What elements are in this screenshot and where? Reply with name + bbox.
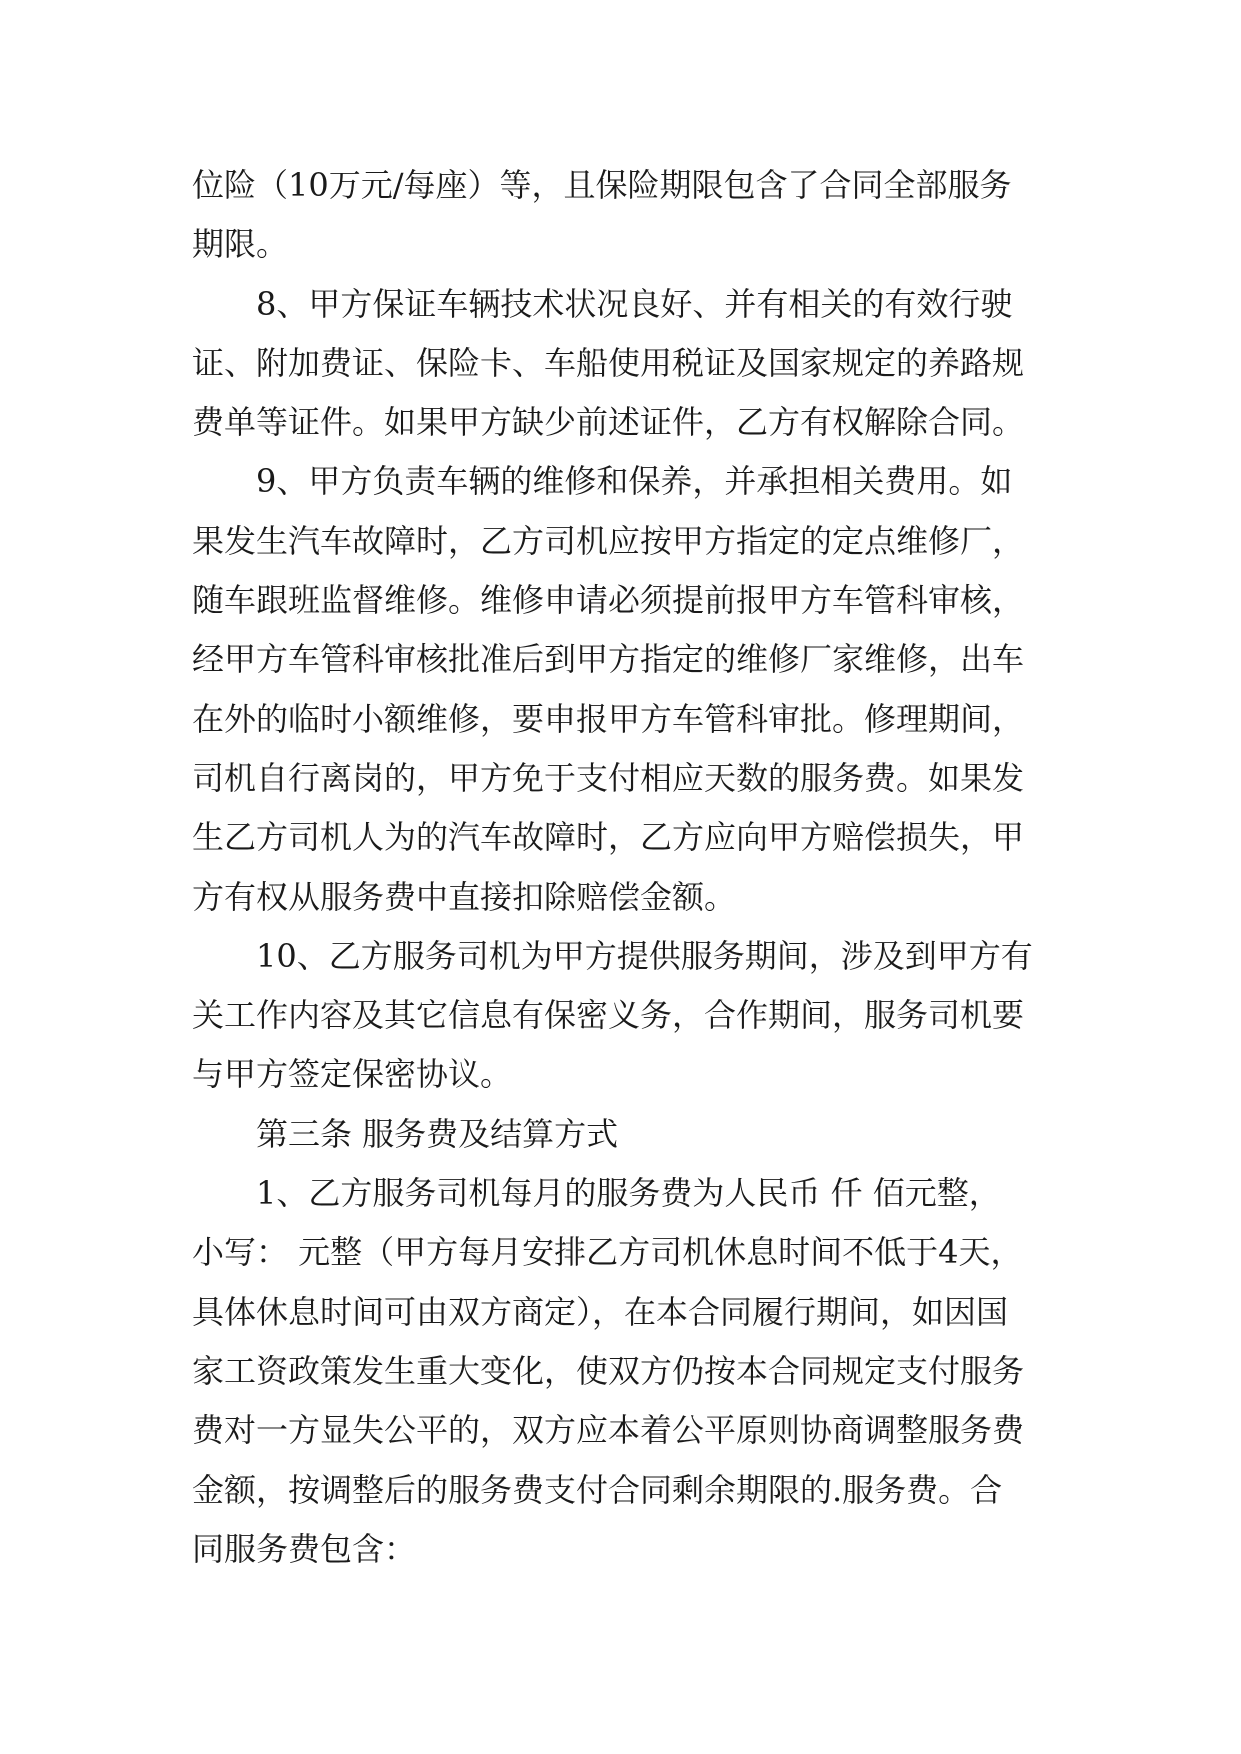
text-line: 果发生汽车故障时，乙方司机应按甲方指定的定点维修厂， [192, 521, 1025, 560]
text-line: 期限。 [192, 225, 289, 264]
text-line: 生乙方司机人为的汽车故障时，乙方应向甲方赔偿损失，甲 [192, 818, 1025, 857]
text-line: 经甲方车管科审核批准后到甲方指定的维修厂家维修，出车 [192, 640, 1025, 679]
text-line: 费单等证件。如果甲方缺少前述证件，乙方有权解除合同。 [192, 403, 1025, 442]
contract-body-text [192, 156, 1072, 1579]
text-line: 与甲方签定保密协议。 [192, 1055, 513, 1094]
text-line: 10、乙方服务司机为甲方提供服务期间，涉及到甲方有 [256, 936, 1033, 975]
text-line: 费对一方显失公平的，双方应本着公平原则协商调整服务费 [192, 1411, 1025, 1450]
text-line: 随车跟班监督维修。维修申请必须提前报甲方车管科审核， [192, 581, 1025, 620]
text-line: 小写： 元整（甲方每月安排乙方司机休息时间不低于4天， [192, 1233, 1023, 1272]
text-line: 方有权从服务费中直接扣除赔偿金额。 [192, 877, 737, 916]
text-line: 具体休息时间可由双方商定），在本合同履行期间，如因国 [192, 1292, 1009, 1331]
text-line: 关工作内容及其它信息有保密义务，合作期间，服务司机要 [192, 996, 1025, 1035]
text-line: 同服务费包含： [192, 1529, 417, 1568]
section-heading: 第三条 服务费及结算方式 [256, 1114, 619, 1153]
text-line: 9、甲方负责车辆的维修和保养，并承担相关费用。如 [256, 462, 1013, 501]
text-line: 8、甲方保证车辆技术状况良好、并有相关的有效行驶 [256, 284, 1013, 323]
text-line: 在外的临时小额维修，要申报甲方车管科审批。修理期间， [192, 699, 1025, 738]
text-line: 证、附加费证、保险卡、车船使用税证及国家规定的养路规 [192, 343, 1025, 382]
text-line: 1、乙方服务司机每月的服务费为人民币 仟 佰元整， [256, 1174, 1001, 1213]
text-line: 司机自行离岗的，甲方免于支付相应天数的服务费。如果发 [192, 758, 1025, 797]
text-line: 位险（10万元/每座）等，且保险期限包含了合同全部服务 [192, 166, 1012, 204]
text-line: 金额，按调整后的服务费支付合同剩余期限的.服务费。合 [192, 1470, 1003, 1509]
text-line: 家工资政策发生重大变化，使双方仍按本合同规定支付服务 [192, 1351, 1025, 1390]
